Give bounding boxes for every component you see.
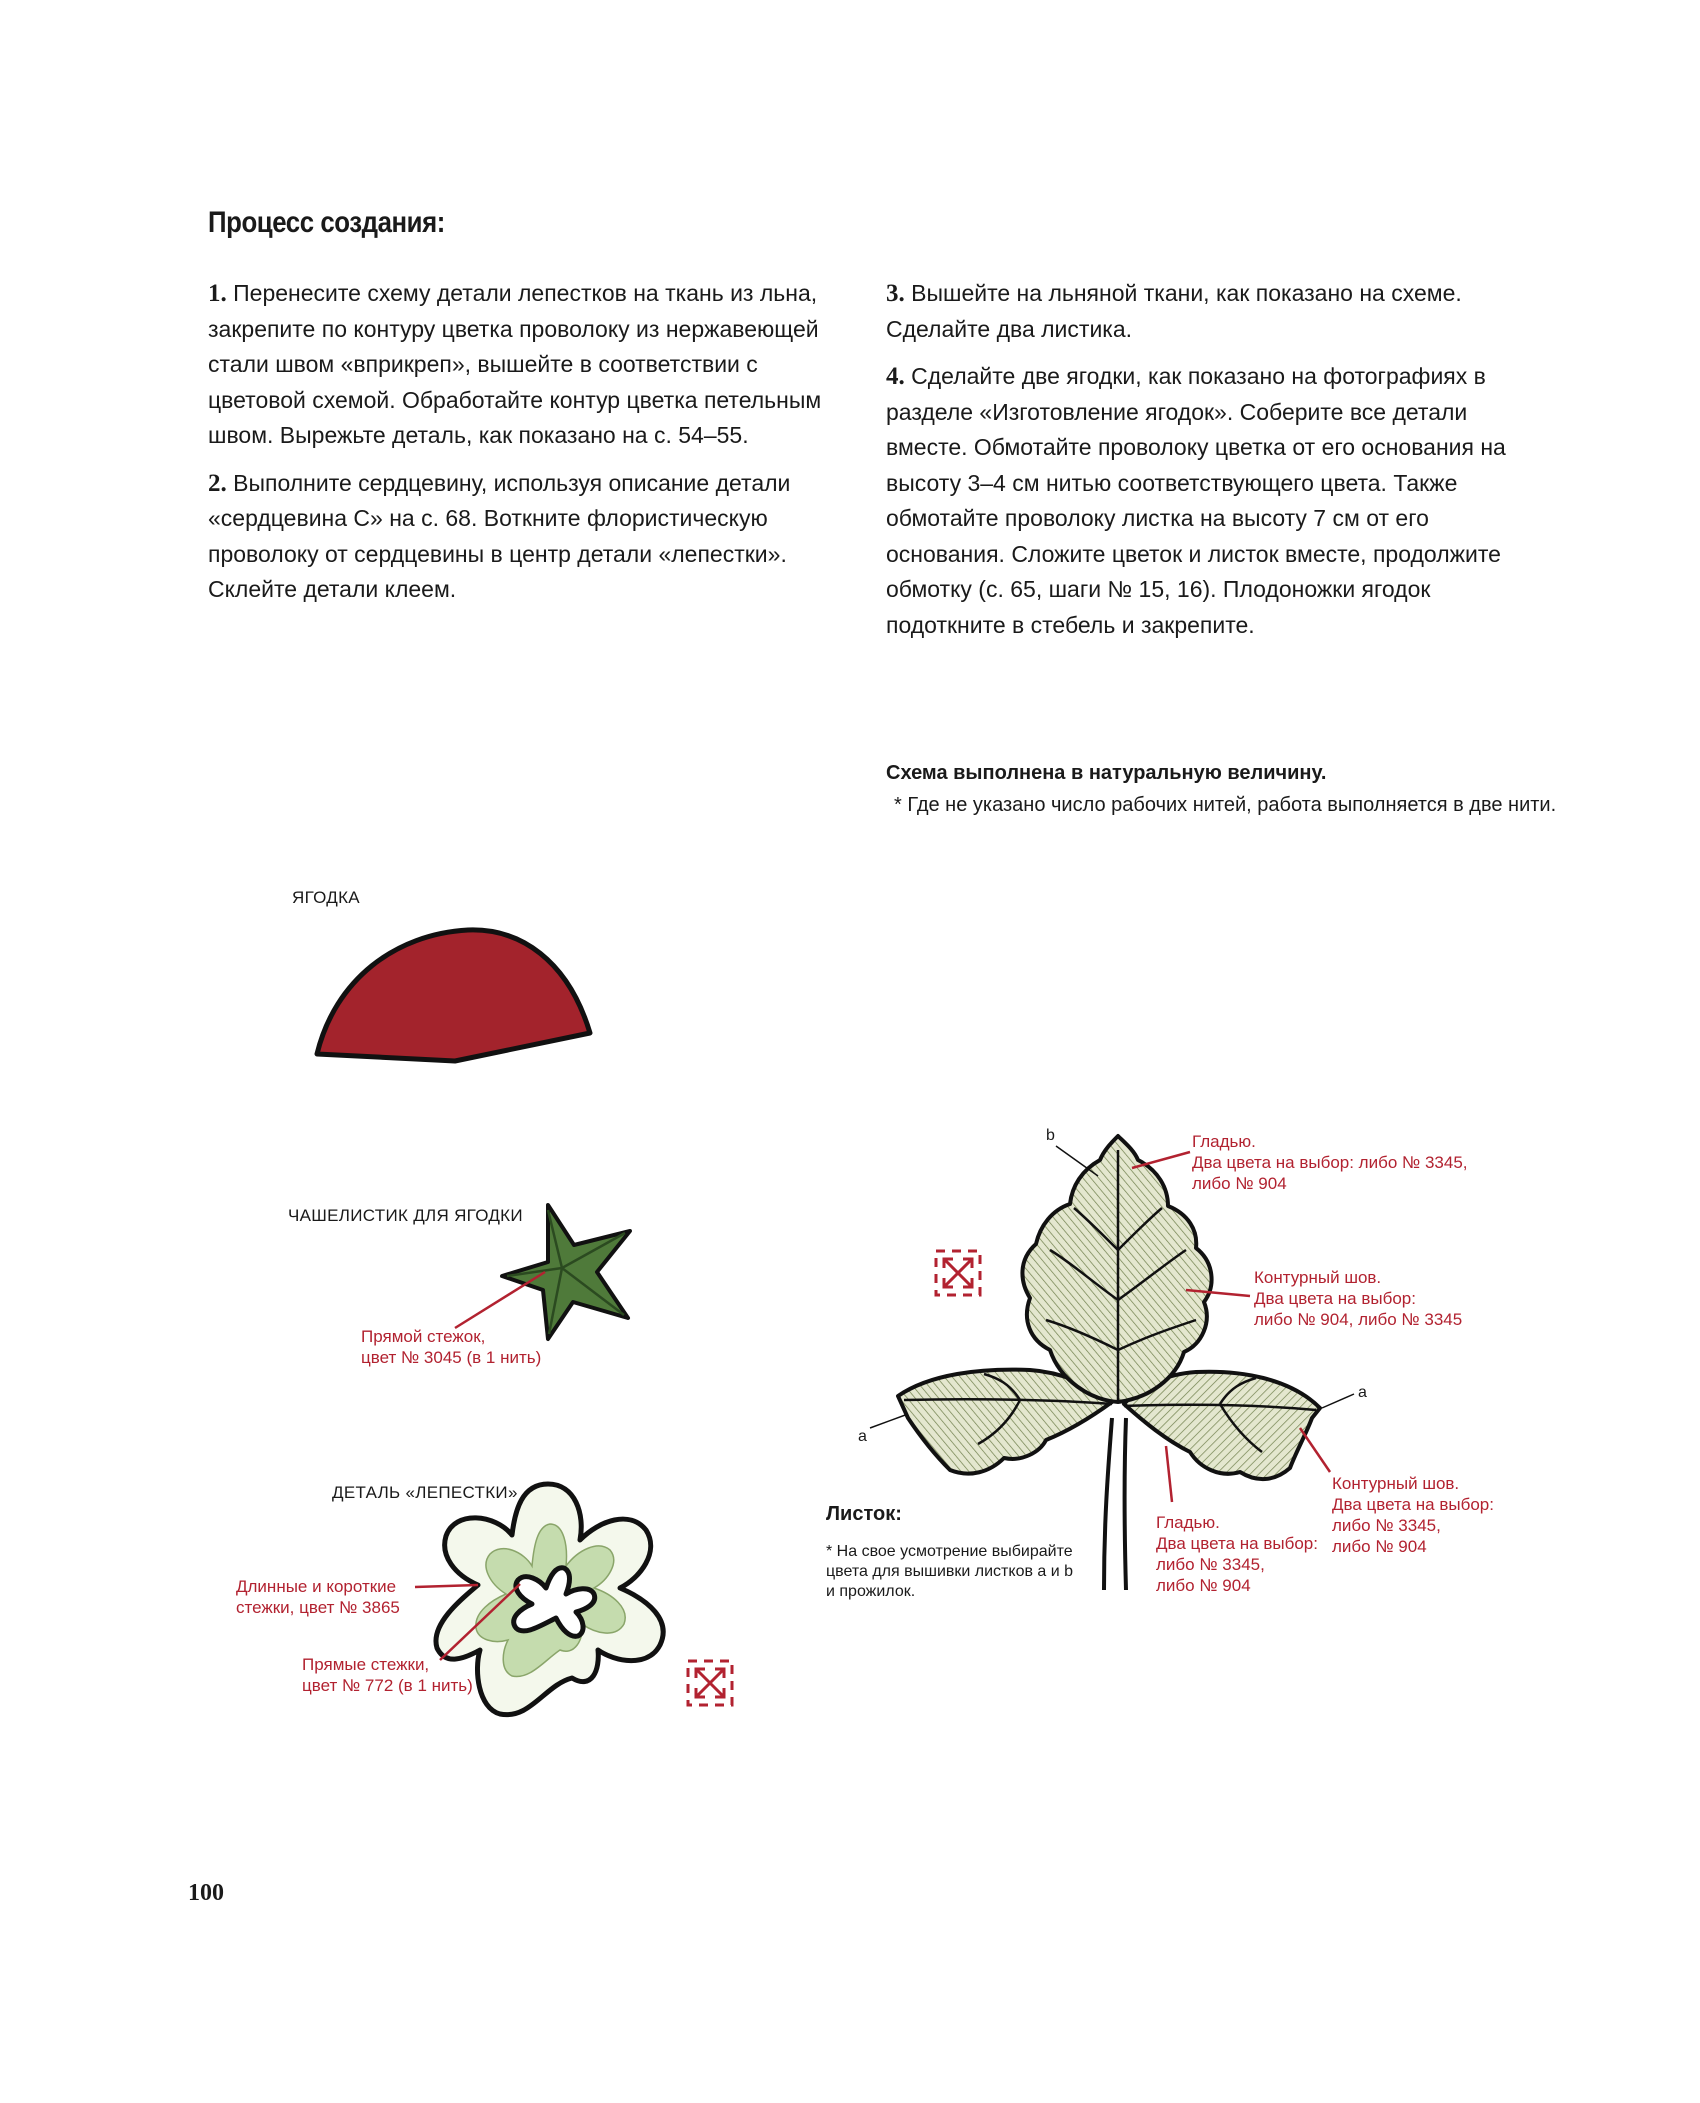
step-number: 4. [886,363,905,390]
leaf-b-label: b [1046,1127,1055,1144]
sepal-stitch-label: Прямой стежок, цвет № 3045 (в 1 нить) [361,1327,542,1367]
page-number: 100 [188,1880,224,1906]
leaf-title: Листок: [826,1503,902,1525]
resize-icon [936,1251,980,1295]
sepal-caption: ЧАШЕЛИСТИК ДЛЯ ЯГОДКИ [288,1206,523,1225]
berry-shape [317,930,590,1061]
leaf-right-label: Контурный шов. Два цвета на выбор: либо № 3345, либо № 904 [1332,1474,1494,1556]
step-text: Сделайте две ягодки, как показано на фотографиях в разделе «Изготовление ягодок». Соберите все детали вместе. Обмотайте проволоку цветка от его основания на высоту 3–4 см нитью соответствующего цвета. Также обмотайте проволоку листка на высоту 7 см от его основания. Сложите цветок и листок вместе, продолжите обмотку (с. 65, шаги № 15, 16). Плодоножки ягодок подоткните в стебель и закрепите. [886,363,1506,638]
leaf-a-left-label: a [858,1428,867,1445]
step-text: Выполните сердцевину, используя описание детали «сердцевина С» на с. 68. Воткните флористическую проволоку от сердцевины в центр детали «лепестки». Склейте детали клеем. [208,469,791,602]
leaf-mid-label: Контурный шов. Два цвета на выбор: либо № 904, либо № 3345 [1254,1268,1463,1329]
leaf-a-right-label: a [1358,1384,1367,1401]
schema-title: Схема выполнена в натуральную величину. [886,762,1327,784]
petals-caption: ДЕТАЛЬ «ЛЕПЕСТКИ» [332,1483,518,1502]
petals-straight-label: Прямые стежки, цвет № 772 (в 1 нить) [302,1655,473,1695]
leaf-top-label: Гладью. Два цвета на выбор: либо № 3345, либо № 904 [1192,1132,1468,1193]
leaf-note: * На свое усмотрение выбирайте цвета для вышивки листков a и b и прожилок. [826,1543,1074,1600]
berry-caption: ЯГОДКА [292,888,360,907]
step-number: 1. [208,280,227,307]
step-text: Вышейте на льняной ткани, как показано на схеме. Сделайте два листика. [886,280,1462,342]
step-text: Перенесите схему детали лепестков на ткань из льна, закрепите по контуру цветка проволоку из нержавеющей стали швом «вприкреп», вышейте в соответствии с цветовой схемой. Обработайте контур цветка петельным швом. Вырежьте деталь, как показано на с. 54–55. [208,280,822,448]
page-heading: Процесс создания: [208,206,445,239]
step-number: 2. [208,469,227,497]
petals-long-short-label: Длинные и короткие стежки, цвет № 3865 [236,1577,400,1617]
leaf-bottom-label: Гладью. Два цвета на выбор: либо № 3345, либо № 904 [1156,1513,1318,1595]
step-number: 3. [886,280,905,307]
schema-footnote: * Где не указано число рабочих нитей, работа выполняется в две нити. [894,794,1557,816]
resize-icon [688,1661,732,1705]
